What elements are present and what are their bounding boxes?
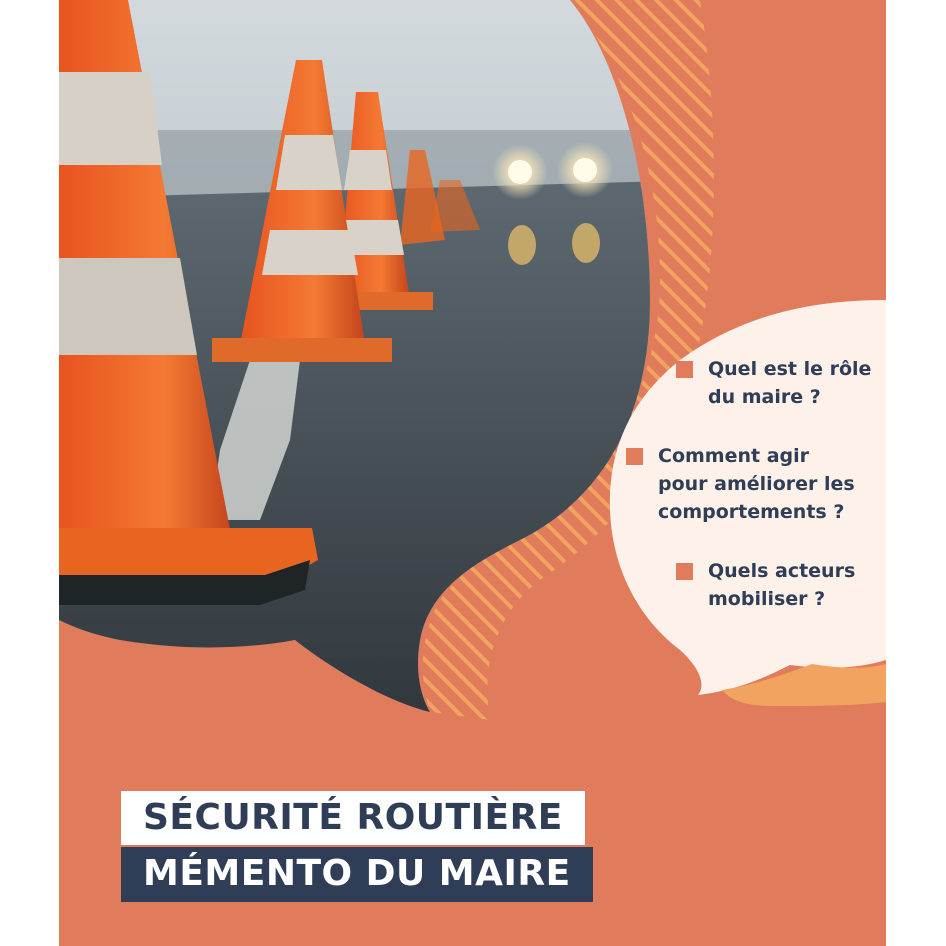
title-banner-line1: SÉCURITÉ ROUTIÈRE [121,791,585,845]
bullet-square-icon [676,361,693,378]
question-item [626,442,855,526]
question-item [676,355,871,411]
bullet-square-icon [626,448,643,465]
question-text: Quel est le rôle du maire ? [708,358,872,408]
bullet-square-icon [676,563,693,580]
question-item [676,557,855,613]
question-text: Quels acteurs mobiliser ? [708,560,856,610]
title-banner-line2: MÉMENTO DU MAIRE [121,847,593,902]
question-text: Comment agir pour améliorer les comportements ? [658,445,855,523]
